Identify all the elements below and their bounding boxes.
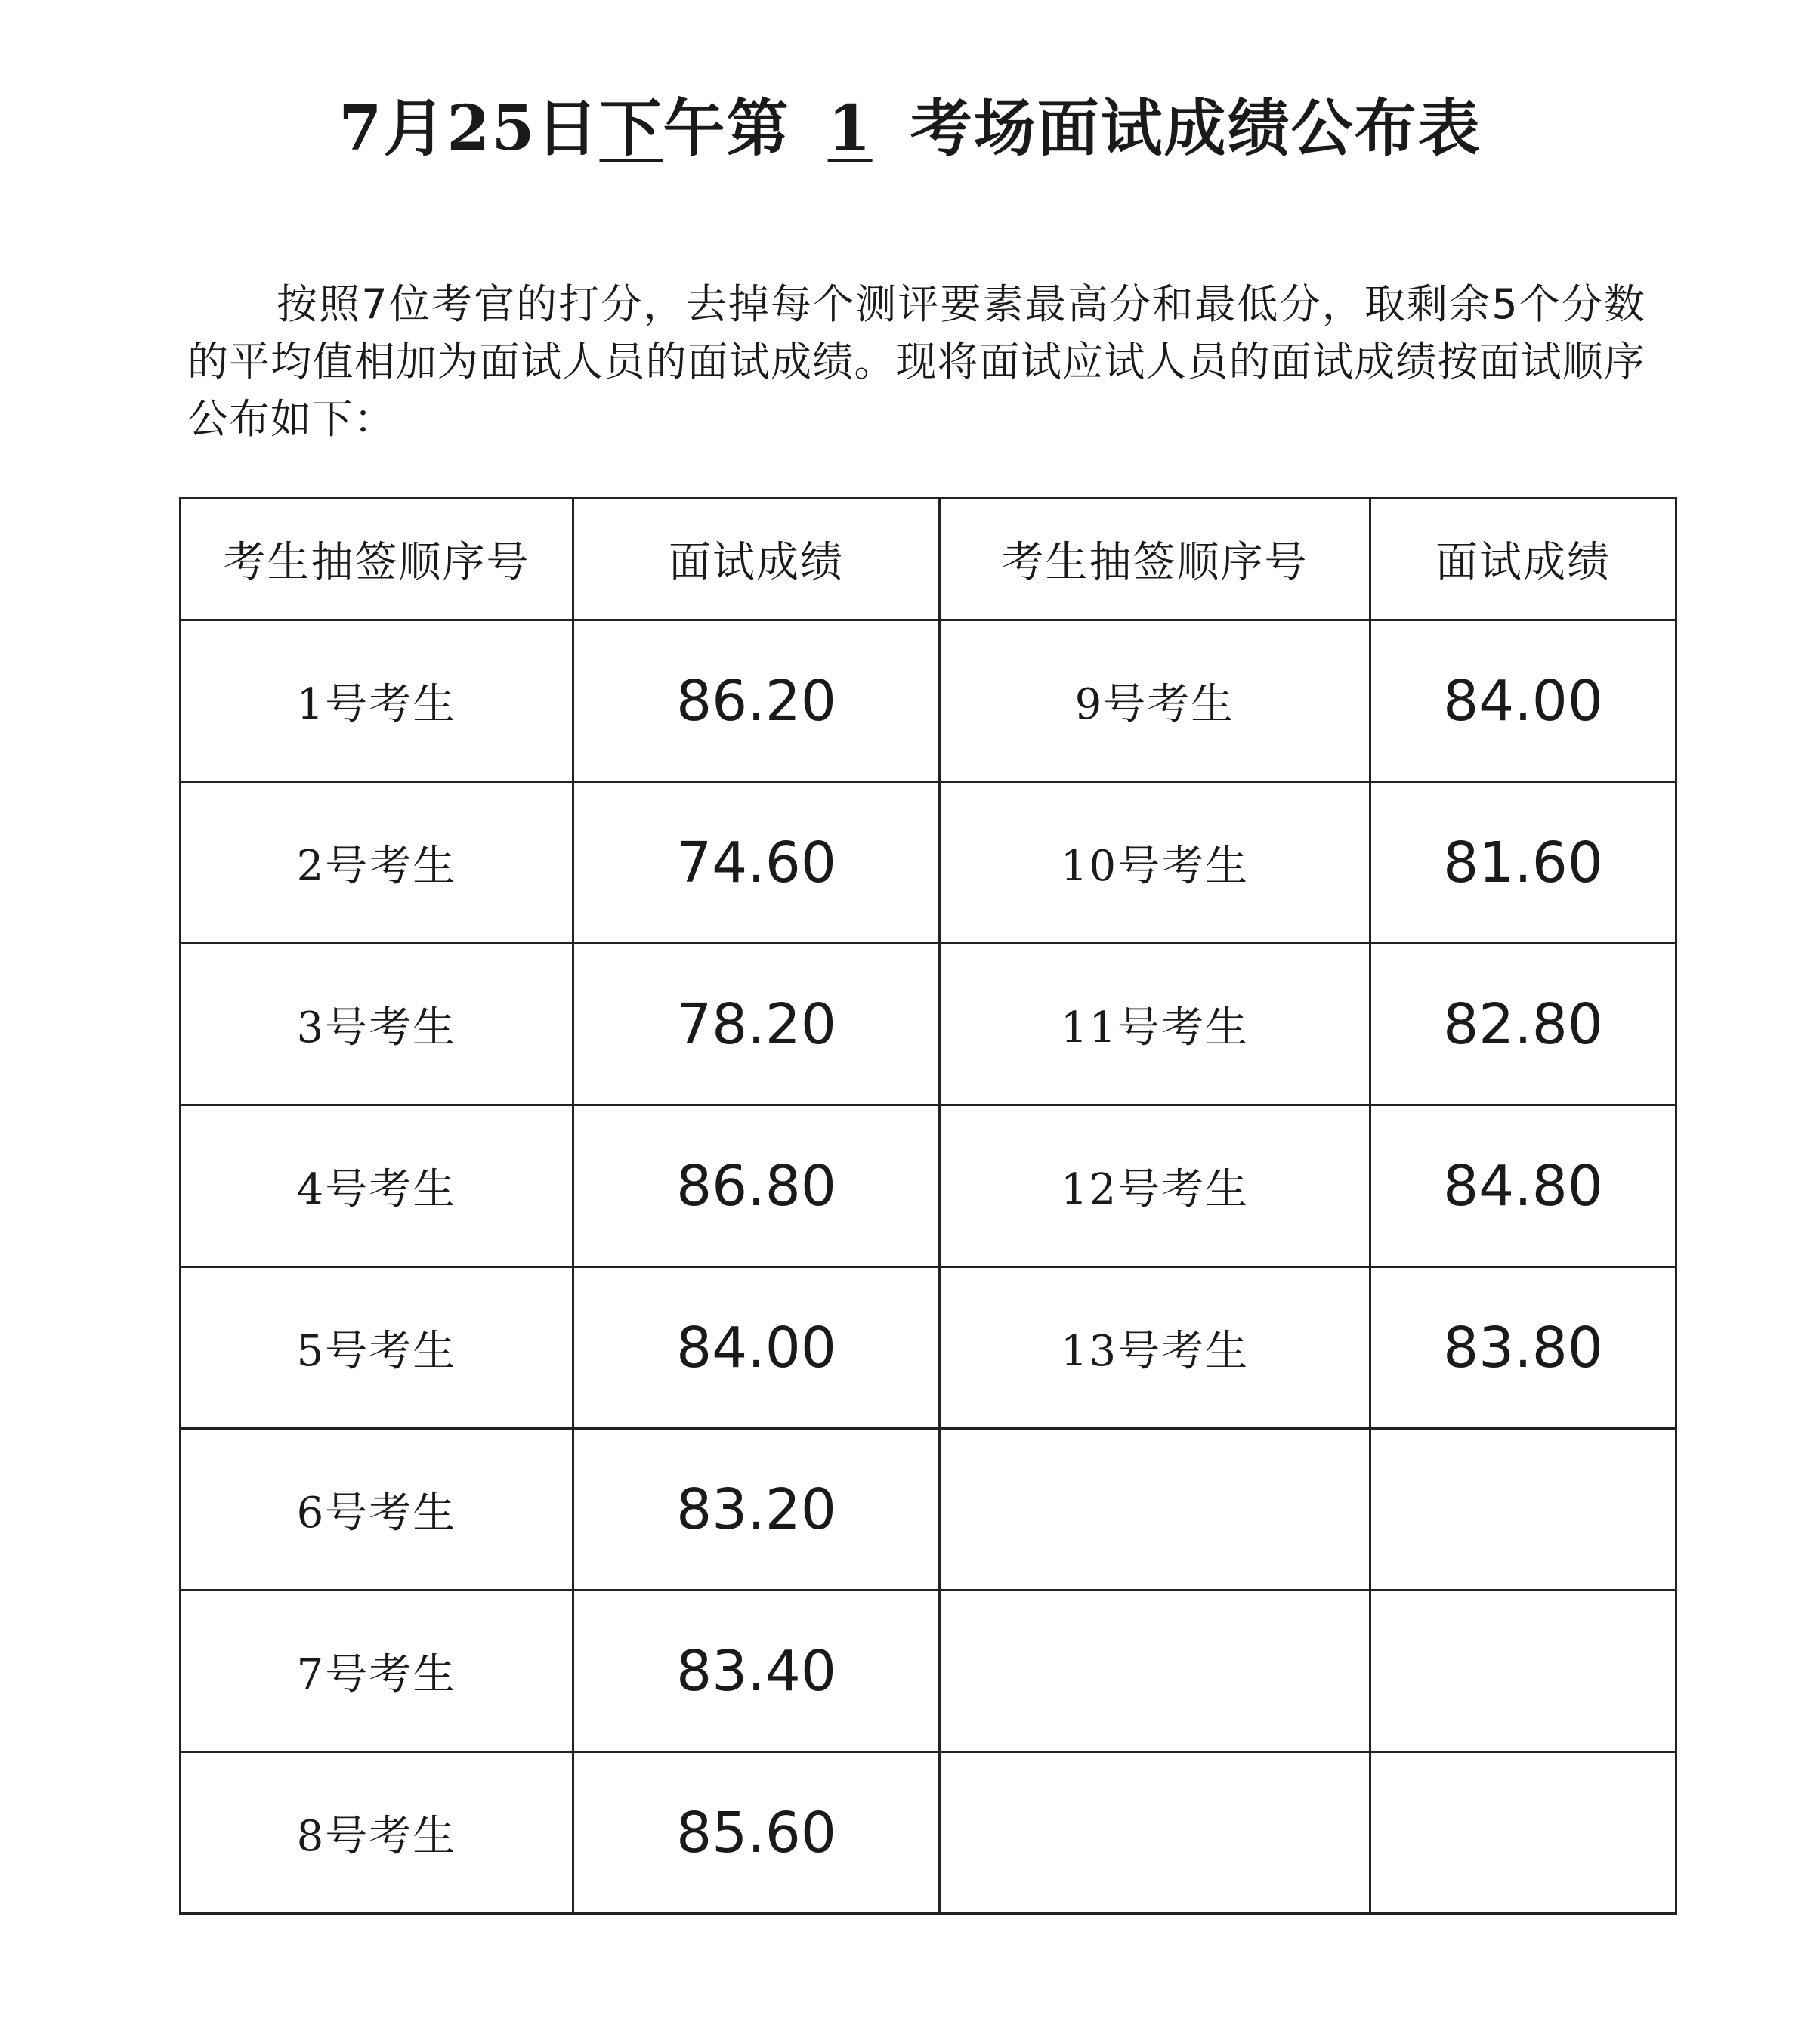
header-score-right: 面试成绩: [1370, 499, 1676, 620]
header-candidate-order-left: 考生抽签顺序号: [181, 499, 573, 620]
candidate-score: 83.40: [573, 1591, 940, 1752]
candidate-score: 81.60: [1370, 782, 1676, 944]
candidate-name: 13号考生: [940, 1267, 1370, 1429]
empty-cell: [1370, 1752, 1676, 1914]
candidate-name: 7号考生: [181, 1591, 573, 1752]
score-table: [179, 497, 1677, 1915]
intro-paragraph: 按照7位考官的打分，去掉每个测评要素最高分和最低分，取剩余5个分数的平均值相加为面试人员的面试成绩。现将面试应试人员的面试成绩按面试顺序公布如下：: [187, 280, 1645, 443]
header-score-left: 面试成绩: [573, 499, 940, 620]
candidate-score: 82.80: [1370, 944, 1676, 1105]
empty-cell: [940, 1429, 1370, 1591]
candidate-name: 12号考生: [940, 1105, 1370, 1267]
empty-cell: [1370, 1429, 1676, 1591]
candidate-name: 4号考生: [181, 1105, 573, 1267]
header-row: [181, 499, 1676, 620]
table-row: [181, 1429, 1676, 1591]
table-row: [181, 1752, 1676, 1914]
title-period: 下: [599, 92, 663, 165]
candidate-name: 5号考生: [181, 1267, 573, 1429]
candidate-name: 1号考生: [181, 620, 573, 782]
empty-cell: [1370, 1591, 1676, 1752]
candidate-name: 11号考生: [940, 944, 1370, 1105]
table-row: [181, 1105, 1676, 1267]
empty-cell: [940, 1752, 1370, 1914]
title-mid: 午第: [663, 92, 790, 165]
candidate-name: 10号考生: [940, 782, 1370, 944]
candidate-name: 9号考生: [940, 620, 1370, 782]
candidate-score: 84.00: [1370, 620, 1676, 782]
empty-cell: [940, 1591, 1370, 1752]
title-date: 7月25日: [338, 92, 600, 165]
title-rest: 考场面试成绩公布表: [910, 92, 1482, 165]
table-row: [181, 944, 1676, 1105]
candidate-name: 2号考生: [181, 782, 573, 944]
candidate-name: 6号考生: [181, 1429, 573, 1591]
candidate-score: 86.80: [573, 1105, 940, 1267]
candidate-name: 8号考生: [181, 1752, 573, 1914]
candidate-score: 83.20: [573, 1429, 940, 1591]
header-candidate-order-right: 考生抽签顺序号: [940, 499, 1370, 620]
candidate-score: 74.60: [573, 782, 940, 944]
table-row: [181, 620, 1676, 782]
candidate-score: 86.20: [573, 620, 940, 782]
candidate-score: 85.60: [573, 1752, 940, 1914]
table-row: [181, 1591, 1676, 1752]
candidate-score: 84.00: [573, 1267, 940, 1429]
table-row: [181, 1267, 1676, 1429]
candidate-name: 3号考生: [181, 944, 573, 1105]
title-room-number: 1: [827, 92, 873, 165]
table-row: [181, 782, 1676, 944]
document-title: [0, 79, 1820, 168]
candidate-score: 78.20: [573, 944, 940, 1105]
candidate-score: 83.80: [1370, 1267, 1676, 1429]
candidate-score: 84.80: [1370, 1105, 1676, 1267]
